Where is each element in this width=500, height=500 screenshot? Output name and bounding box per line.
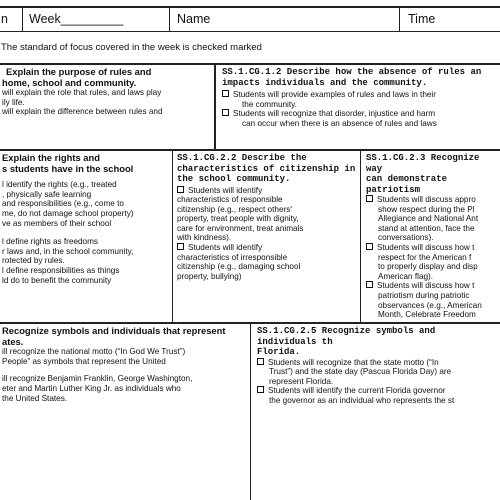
standard-text-line: will explain the role that rules, and laws play — [2, 88, 162, 98]
standard-text-line: ily life. — [2, 97, 25, 107]
standard-text-line: represent Florida. — [269, 376, 334, 386]
standard-text-line: ld do to benefit the community — [2, 275, 112, 285]
standard-title-line: s students have in the school — [2, 162, 134, 174]
standard-text-line: r laws and, in the school community, — [2, 246, 134, 256]
standard-text-line: can occur when there is an absence of rules and laws — [242, 118, 437, 128]
standard-cell-1-2 — [222, 67, 500, 147]
standard-title-line: the school community. — [177, 174, 291, 184]
standard-title-line: can demonstrate patriotism — [366, 174, 448, 195]
standard-text-line: the governor as an individual who represents the st — [269, 395, 455, 405]
instruction-note: The standard of focus covered in the week is checked marked — [1, 42, 262, 53]
standard-cell-2-1 — [2, 153, 170, 320]
standard-text-line: Trust”) and the state day (Pascua Florida Day) are — [269, 367, 452, 377]
standard-text-line: will explain the difference between rules and — [2, 107, 163, 117]
standard-bullet: Students will provide examples of rules and laws in their — [222, 90, 500, 100]
rule-header-2 — [169, 6, 170, 31]
standard-bullet: Students will identify the current Florida governor — [257, 386, 500, 396]
standard-bullet: Students will discuss appro — [366, 195, 500, 205]
rule-row2-b — [360, 149, 361, 323]
checkbox-icon[interactable] — [257, 358, 264, 365]
standard-text-line: stand at attention, face the — [378, 223, 475, 233]
checkbox-icon[interactable] — [366, 243, 373, 250]
standard-title-line: Explain the purpose of rules and — [6, 67, 152, 77]
header-col-1: n — [1, 12, 8, 26]
standard-title-line: Recognize symbols and individuals that represent — [2, 326, 226, 336]
standard-text-line: characteristics of irresponsible — [177, 252, 288, 262]
standard-text-line: property, bullying) — [177, 271, 242, 281]
standard-text-line: ill recognize the national motto (“In God We Trust”) — [2, 347, 186, 357]
standard-text-line: rotected by rules. — [2, 256, 65, 266]
rule-row1-top — [0, 63, 500, 65]
checkbox-icon[interactable] — [366, 195, 373, 202]
standard-title-line: ates. — [2, 335, 24, 347]
standard-text-line: characteristics of responsible — [177, 195, 283, 205]
standard-text-line: patriotism during patriotic — [378, 290, 470, 300]
standard-title-line: SS.1.CG.1.2 Describe how the absence of rules an — [222, 67, 482, 77]
standard-text-line: People” as symbols that represent the United — [2, 356, 166, 366]
week-field[interactable]: Week_________ — [29, 12, 124, 26]
standard-text-line: Allegiance and National Ant — [378, 214, 479, 224]
standard-text-line: ill recognize Benjamin Franklin, George Washington, — [2, 374, 193, 384]
standard-title-line: SS.1.CG.2.2 Describe the — [177, 153, 307, 163]
time-field[interactable]: Time — [408, 12, 436, 26]
rule-top — [0, 6, 500, 8]
rule-header-1 — [22, 6, 23, 31]
standard-title-line: home, school and community. — [2, 76, 137, 88]
standard-text-line: respect for the American f — [378, 252, 472, 262]
rule-row2-a — [172, 149, 173, 323]
standard-title-line: Florida. — [257, 347, 301, 357]
checkbox-icon[interactable] — [177, 243, 184, 250]
checkbox-icon[interactable] — [177, 186, 184, 193]
standard-cell-2-2 — [177, 153, 359, 320]
standard-title-line: characteristics of citizenship in — [177, 163, 356, 174]
checkbox-icon[interactable] — [366, 281, 373, 288]
standard-bullet: Students will recognize that the state motto (“In — [257, 358, 500, 368]
standard-text-line — [2, 366, 248, 374]
standard-text-line: the United States. — [2, 393, 68, 403]
standard-text-line: American flag). — [378, 271, 434, 281]
standard-title-line: Explain the rights and — [2, 153, 100, 163]
checkbox-icon[interactable] — [257, 386, 264, 393]
rule-header-bottom — [0, 31, 500, 32]
standard-cell-1-1 — [2, 67, 212, 147]
standard-bullet: Students will identify — [177, 186, 359, 196]
standard-text-line: eter and Martin Luther King Jr. as individuals who — [2, 383, 181, 393]
standard-text-line: to properly display and disp — [378, 262, 478, 272]
standard-text-line: l define rights as freedoms — [2, 237, 99, 247]
standard-text-line: citizenship (e.g., damaging school — [177, 262, 301, 272]
standard-title-line: SS.1.CG.2.3 Recognize way — [366, 153, 480, 174]
rule-row3-mid — [250, 322, 251, 500]
standard-bullet: Students will identify — [177, 243, 359, 253]
standard-text-line: and responsibilities (e.g., come to — [2, 199, 124, 209]
standard-text-line: ve as members of their school — [2, 218, 112, 228]
standard-text-line: property, treat people with dignity, — [177, 214, 299, 224]
rule-row2-top — [0, 149, 500, 151]
standard-text-line: with kindness). — [177, 233, 232, 243]
standard-bullet: Students will recognize that disorder, injustice and harm — [222, 109, 500, 119]
standard-text-line: , physically safe learning — [2, 189, 92, 199]
standard-text-line: l identify the rights (e.g., treated — [2, 180, 117, 190]
standard-cell-3-1 — [2, 326, 248, 498]
checkbox-icon[interactable] — [222, 90, 229, 97]
checkbox-icon[interactable] — [222, 109, 229, 116]
standard-text-line: conversations). — [378, 233, 434, 243]
standard-text-line: l define responsibilities as things — [2, 265, 120, 275]
name-field[interactable]: Name — [177, 12, 211, 26]
standard-title-line: SS.1.CG.2.5 Recognize symbols and individuals th — [257, 326, 436, 347]
standard-bullet: Students will discuss how t — [366, 243, 500, 253]
standard-title-line: impacts individuals and the community. — [222, 77, 428, 88]
standard-text-line: care for environment, treat animals — [177, 223, 304, 233]
rule-header-3 — [399, 6, 400, 31]
standard-text-line — [2, 228, 170, 237]
standard-text-line: observances (e.g., American — [378, 300, 482, 310]
standard-cell-3-2 — [257, 326, 500, 498]
standard-text-line: the community. — [242, 99, 297, 109]
standard-text-line: Month, Celebrate Freedom — [378, 310, 476, 320]
standard-text-line: citizenship (e.g., respect others' — [177, 204, 292, 214]
standard-text-line: show respect during the Pl — [378, 204, 475, 214]
standard-bullet: Students will discuss how t — [366, 281, 500, 291]
standard-text-line: me, do not damage school property) — [2, 208, 134, 218]
standard-cell-2-3 — [366, 153, 500, 320]
rule-row1-mid — [214, 63, 216, 150]
